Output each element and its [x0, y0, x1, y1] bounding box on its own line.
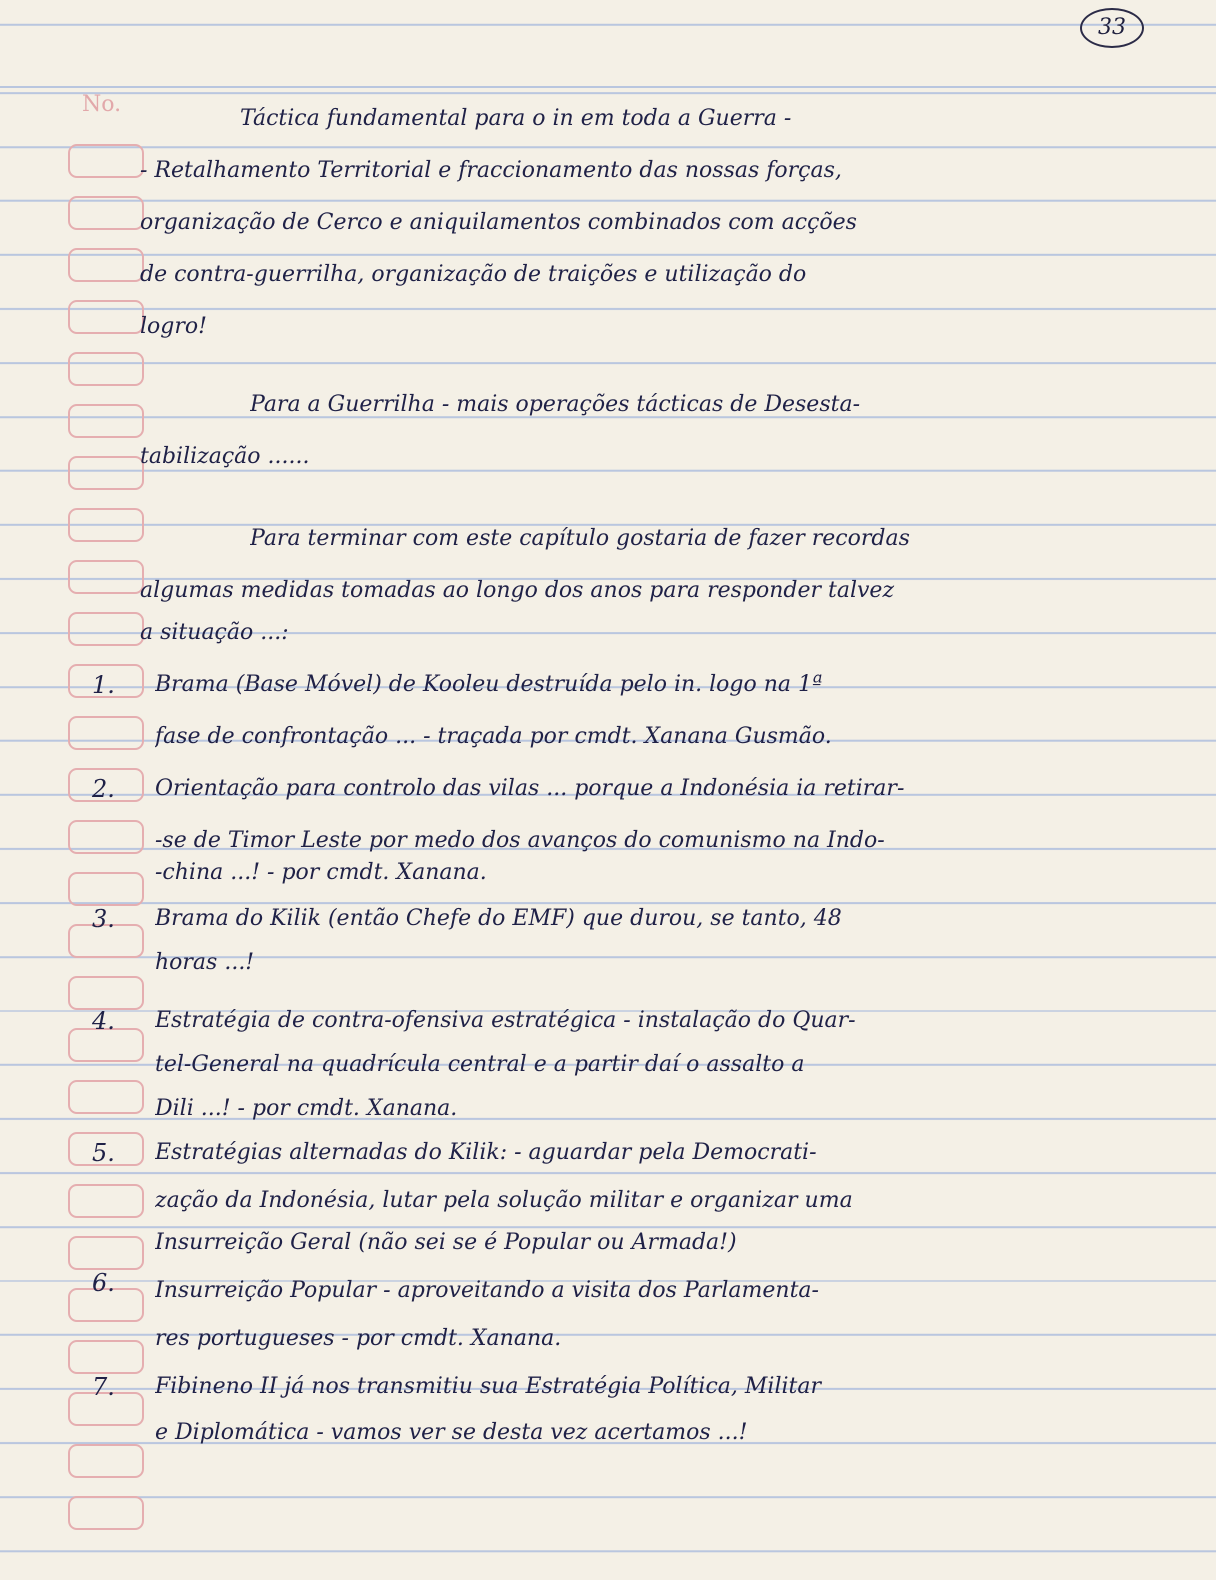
handwritten-line: Orientação para controlo das vilas ... porque a Indonésia ia retirar-	[155, 776, 905, 801]
handwritten-line: Insurreição Popular - aproveitando a visita dos Parlamenta-	[155, 1278, 819, 1303]
handwritten-line: Para terminar com este capítulo gostaria de fazer recordas	[250, 526, 910, 551]
handwritten-line: e Diplomática - vamos ver se desta vez acertamos ...!	[155, 1420, 748, 1445]
handwritten-line: algumas medidas tomadas ao longo dos anos para responder talvez	[140, 578, 895, 603]
header-rule	[0, 86, 1216, 88]
margin-box	[68, 404, 144, 438]
handwritten-line: Dili ...! - por cmdt. Xanana.	[155, 1096, 458, 1121]
handwritten-line: horas ...!	[155, 950, 255, 975]
item-number: 3.	[92, 905, 115, 933]
margin-box	[68, 300, 144, 334]
handwritten-line: Para a Guerrilha - mais operações tácticas de Desesta-	[250, 392, 861, 417]
handwritten-line: tabilização ......	[140, 444, 310, 469]
margin-box	[68, 508, 144, 542]
handwritten-line: zação da Indonésia, lutar pela solução militar e organizar uma	[155, 1188, 853, 1213]
margin-box	[68, 144, 144, 178]
handwritten-line: - Retalhamento Territorial e fraccionamento das nossas forças,	[140, 158, 842, 183]
margin-box	[68, 1080, 144, 1114]
item-number: 1.	[92, 671, 115, 699]
handwritten-line: tel-General na quadrícula central e a partir daí o assalto a	[155, 1052, 805, 1077]
margin-box	[68, 456, 144, 490]
handwritten-line: -china ...! - por cmdt. Xanana.	[155, 860, 487, 885]
item-number: 6.	[92, 1269, 115, 1297]
margin-box	[68, 820, 144, 854]
margin-box	[68, 352, 144, 386]
handwritten-line: Estratégia de contra-ofensiva estratégica - instalação do Quar-	[155, 1008, 856, 1033]
handwritten-line: organização de Cerco e aniquilamentos combinados com acções	[140, 210, 857, 235]
handwritten-line: res portugueses - por cmdt. Xanana.	[155, 1326, 562, 1351]
no-label: No.	[82, 92, 122, 117]
handwritten-line: a situação ...:	[140, 620, 289, 645]
margin-box	[68, 1184, 144, 1218]
handwritten-line: Brama do Kilik (então Chefe do EMF) que durou, se tanto, 48	[155, 906, 842, 931]
item-number: 5.	[92, 1139, 115, 1167]
handwritten-line: -se de Timor Leste por medo dos avanços do comunismo na Indo-	[155, 828, 885, 853]
page-number: 33	[1080, 8, 1144, 48]
handwritten-line: Táctica fundamental para o in em toda a Guerra -	[240, 106, 792, 131]
margin-box	[68, 196, 144, 230]
handwritten-line: Fibineno II já nos transmitiu sua Estratégia Política, Militar	[155, 1374, 822, 1399]
margin-box	[68, 716, 144, 750]
item-number: 2.	[92, 775, 115, 803]
handwritten-line: fase de confrontação ... - traçada por cmdt. Xanana Gusmão.	[155, 724, 832, 749]
margin-box	[68, 560, 144, 594]
handwritten-line: de contra-guerrilha, organização de traições e utilização do	[140, 262, 807, 287]
handwritten-line: Insurreição Geral (não sei se é Popular ou Armada!)	[155, 1230, 737, 1255]
margin-box	[68, 1444, 144, 1478]
item-number: 7.	[92, 1373, 115, 1401]
margin-box	[68, 248, 144, 282]
margin-box	[68, 1496, 144, 1530]
handwritten-line: Estratégias alternadas do Kilik: - aguardar pela Democrati-	[155, 1140, 817, 1165]
margin-box	[68, 612, 144, 646]
handwritten-line: Brama (Base Móvel) de Kooleu destruída pelo in. logo na 1ª	[155, 672, 823, 697]
item-number: 4.	[92, 1007, 115, 1035]
handwritten-line: logro!	[140, 314, 207, 339]
